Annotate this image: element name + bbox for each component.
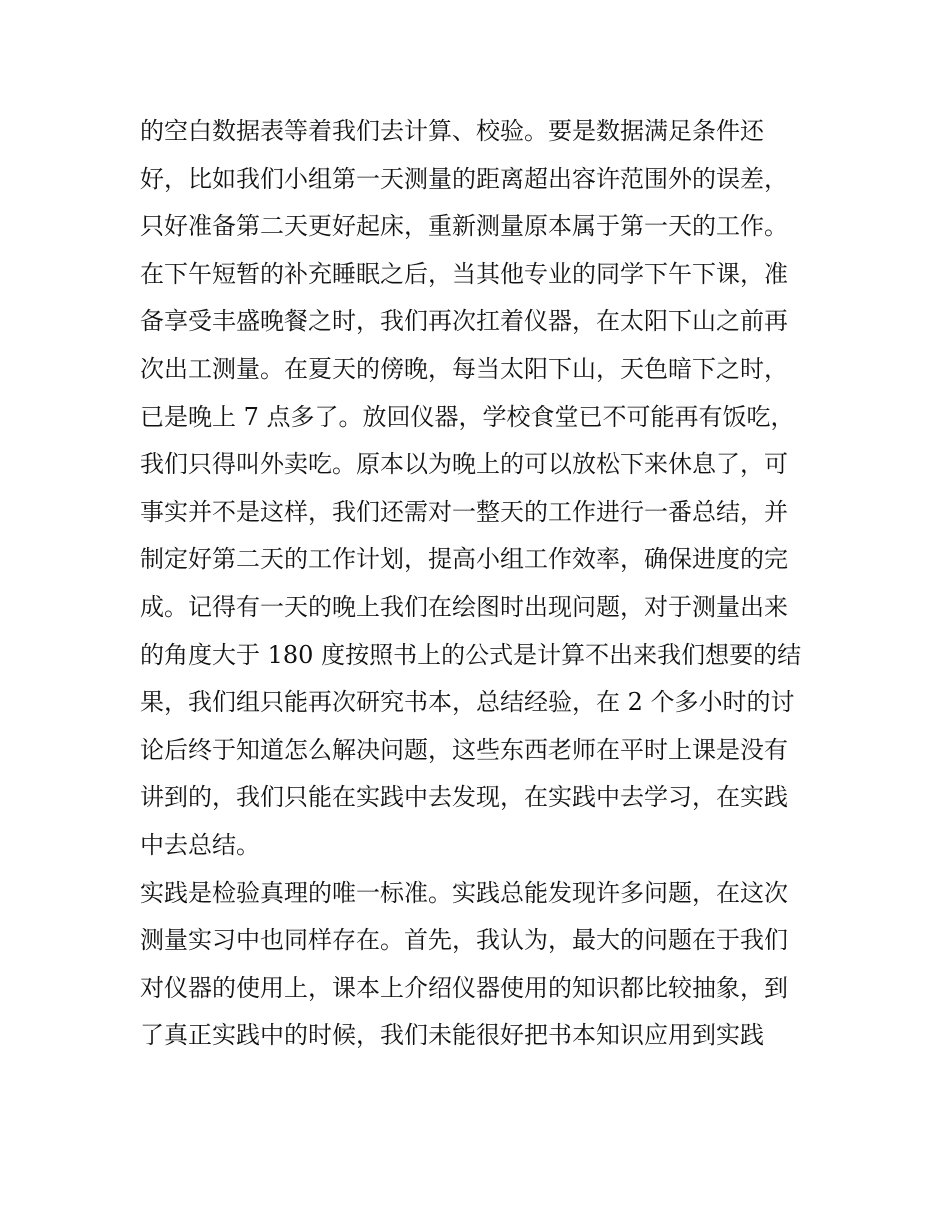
text-line: 在下午短暂的补充睡眠之后，当其他专业的同学下午下课，准 [140,259,788,288]
text-line: 实践是检验真理的唯一标准。实践总能发现许多问题，在这次 [140,878,788,907]
text-line: 备享受丰盛晚餐之时，我们再次扛着仪器，在太阳下山之前再 [140,307,788,336]
text-line: 了真正实践中的时候，我们未能很好把书本知识应用到实践 [140,1021,764,1050]
text-line: 中去总结。 [140,830,260,859]
text-line: 论后终于知道怎么解决问题，这些东西老师在平时上课是没有 [140,735,788,764]
text-line: 制定好第二天的工作计划，提高小组工作效率，确保进度的完 [140,545,788,574]
text-line: 成。记得有一天的晚上我们在绘图时出现问题，对于测量出来 [140,592,788,621]
text-line: 事实并不是这样，我们还需对一整天的工作进行一番总结，并 [140,497,788,526]
text-line: 果，我们组只能再次研究书本，总结经验，在 2 个多小时的讨 [140,688,795,717]
text-line: 讲到的，我们只能在实践中去发现，在实践中去学习，在实践 [140,783,788,812]
text-line: 只好准备第二天更好起床，重新测量原本属于第一天的工作。 [140,212,788,241]
text-line: 的空白数据表等着我们去计算、校验。要是数据满足条件还 [140,117,764,145]
text-line: 对仪器的使用上，课本上介绍仪器使用的知识都比较抽象，到 [140,973,788,1002]
text-line: 次出工测量。在夏天的傍晚，每当太阳下山，天色暗下之时， [140,354,788,383]
body-text [140,108,815,1060]
text-line: 的角度大于 180 度按照书上的公式是计算不出来我们想要的结 [140,640,802,669]
text-line: 测量实习中也同样存在。首先，我认为，最大的问题在于我们 [140,926,788,955]
text-line: 好，比如我们小组第一天测量的距离超出容许范围外的误差， [140,164,788,193]
text-line: 我们只得叫外卖吃。原本以为晚上的可以放松下来休息了，可 [140,450,788,479]
text-line: 已是晚上 7 点多了。放回仪器，学校食堂已不可能再有饭吃， [140,402,795,431]
